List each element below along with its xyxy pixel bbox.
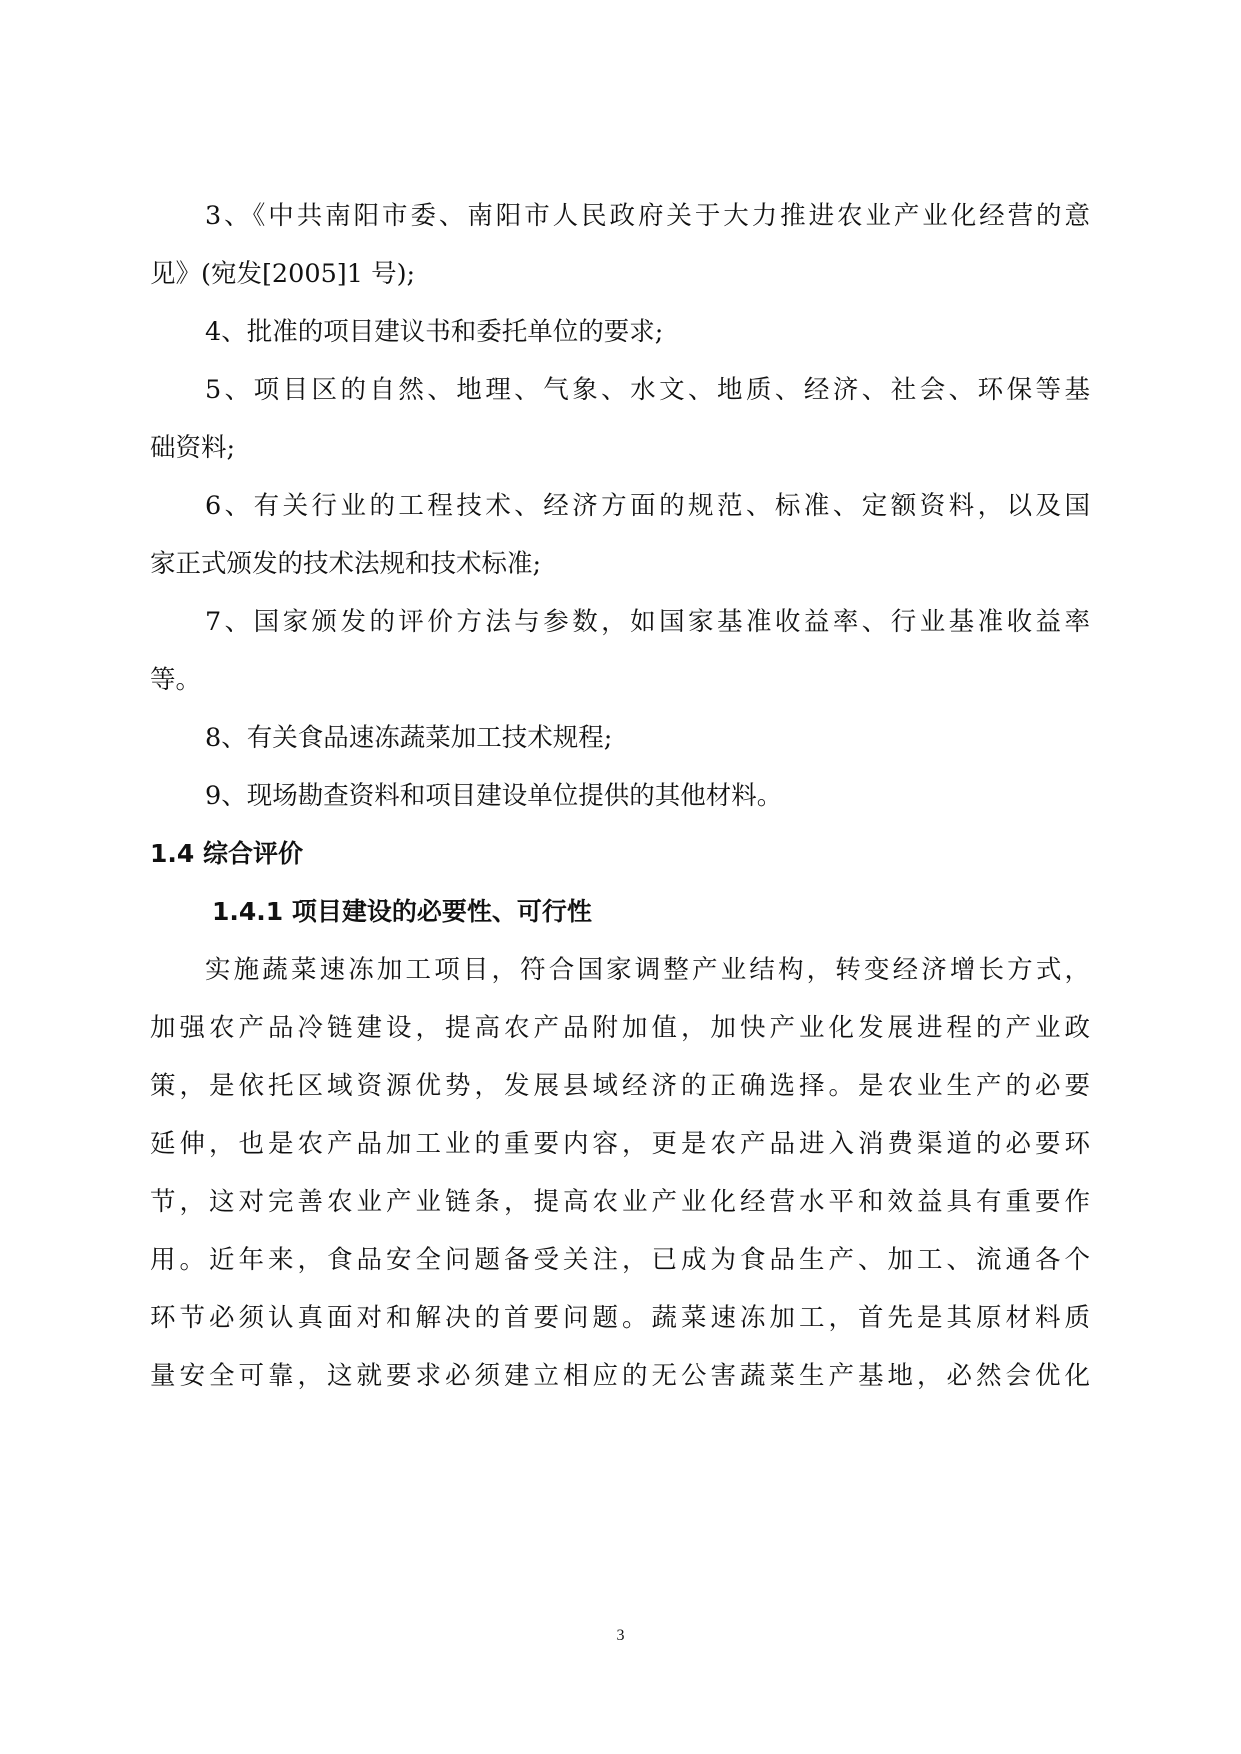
list-item-3-line-2: 见》(宛发[2005]1 号); <box>150 259 416 289</box>
section-heading: 1.4 综合评价 <box>150 839 303 868</box>
list-item-7-line-2: 等。 <box>150 665 202 695</box>
list-item-7-line-1: 7、国家颁发的评价方法与参数，如国家基准收益率、行业基准收益率 <box>205 607 1090 637</box>
paragraph-line-5: 节，这对完善农业产业链条，提高农业产业化经营水平和效益具有重要作 <box>150 1187 1090 1217</box>
paragraph-line-7: 环节必须认真面对和解决的首要问题。蔬菜速冻加工，首先是其原材料质 <box>150 1303 1090 1333</box>
list-item-8-line-1: 8、有关食品速冻蔬菜加工技术规程; <box>205 723 613 753</box>
list-item-3-line-1: 3、《中共南阳市委、南阳市人民政府关于大力推进农业产业化经营的意 <box>205 201 1090 231</box>
list-item-6-line-1: 6、有关行业的工程技术、经济方面的规范、标准、定额资料，以及国 <box>205 491 1090 521</box>
list-item-9-line-1: 9、现场勘查资料和项目建设单位提供的其他材料。 <box>205 781 783 811</box>
page-number: 3 <box>616 1627 625 1644</box>
paragraph-line-4: 延伸，也是农产品加工业的重要内容，更是农产品进入消费渠道的必要环 <box>150 1129 1090 1159</box>
paragraph-line-1: 实施蔬菜速冻加工项目，符合国家调整产业结构，转变经济增长方式， <box>205 955 1090 985</box>
paragraph-line-6: 用。近年来，食品安全问题备受关注，已成为食品生产、加工、流通各个 <box>150 1245 1090 1275</box>
paragraph-line-8: 量安全可靠，这就要求必须建立相应的无公害蔬菜生产基地，必然会优化 <box>150 1361 1090 1391</box>
subsection-heading: 1.4.1 项目建设的必要性、可行性 <box>212 897 592 926</box>
list-item-6-line-2: 家正式颁发的技术法规和技术标准; <box>150 549 542 579</box>
list-item-5-line-1: 5、项目区的自然、地理、气象、水文、地质、经济、社会、环保等基 <box>205 375 1090 405</box>
list-item-5-line-2: 础资料; <box>150 433 236 463</box>
paragraph-line-3: 策，是依托区域资源优势，发展县域经济的正确选择。是农业生产的必要 <box>150 1071 1090 1101</box>
paragraph-line-2: 加强农产品冷链建设，提高农产品附加值，加快产业化发展进程的产业政 <box>150 1013 1090 1043</box>
list-item-4-line-1: 4、批准的项目建议书和委托单位的要求; <box>205 317 664 347</box>
